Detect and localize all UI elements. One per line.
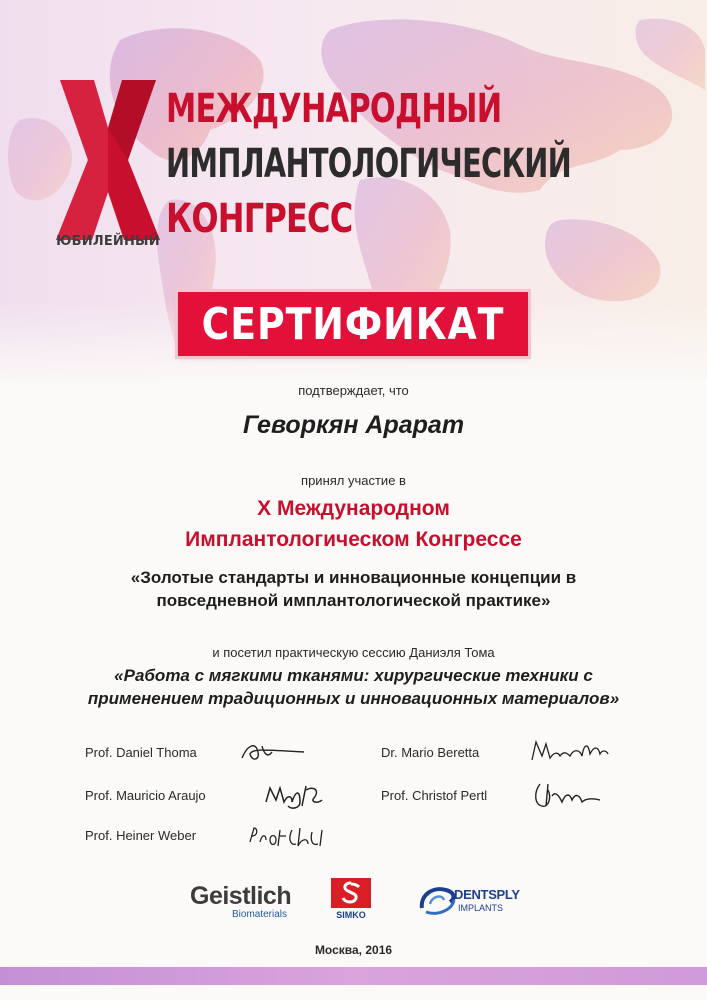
simko-logo: [331, 878, 371, 920]
signatory-name: Prof. Daniel Thoma: [85, 745, 197, 760]
session-intro: и посетил практическую сессию Даниэля Тома: [212, 645, 495, 660]
dentsply-wordmark: DENTSPLY: [454, 887, 520, 902]
jubilee-label: ЮБИЛЕЙНЫЙ: [56, 234, 160, 249]
bottom-decorative-band: [0, 967, 707, 985]
congress-title-line-3: КОНГРЕСС: [166, 196, 353, 242]
geistlich-logo: [190, 882, 292, 920]
session-title-line-1: «Работа с мягкими тканями: хирургические техники с: [114, 666, 593, 685]
signature-beretta: [528, 736, 610, 768]
certificate-label: СЕРТИФИКАТ: [201, 298, 505, 350]
signatory-name: Prof. Mauricio Araujo: [85, 788, 206, 803]
signature-pertl: [530, 778, 604, 812]
participated-text: принял участие в: [301, 473, 406, 488]
simko-emblem-icon: [331, 878, 371, 908]
confirms-text: подтверждает, что: [298, 383, 409, 398]
congress-title-line-2: ИМПЛАНТОЛОГИЧЕСКИЙ: [166, 141, 572, 187]
congress-name-line-2: Имплантологическом Конгрессе: [185, 528, 522, 551]
congress-name-line-1: X Международном: [257, 497, 450, 520]
dentsply-subtitle: IMPLANTS: [458, 903, 504, 913]
city-year: Москва, 2016: [314, 943, 393, 957]
simko-wordmark: SIMKO: [336, 910, 366, 920]
theme-line-1: «Золотые стандарты и инновационные концепции в: [130, 568, 577, 587]
roman-numeral-x-emblem: [56, 80, 160, 240]
recipient-name: Геворкян Арарат: [242, 411, 465, 439]
certificate-banner: [178, 292, 528, 356]
session-title-line-2: применением традиционных и инновационных материалов»: [87, 689, 620, 708]
geistlich-wordmark: Geistlich: [190, 882, 292, 910]
signature-thoma: [238, 738, 308, 768]
dentsply-swirl-icon: [418, 884, 458, 918]
signature-araujo: [262, 780, 324, 812]
theme-line-2: повседневной имплантологической практике»: [156, 591, 551, 610]
signature-weber: [246, 824, 328, 850]
congress-title-line-1: МЕЖДУНАРОДНЫЙ: [166, 86, 502, 132]
signatory-name: Prof. Heiner Weber: [85, 828, 197, 843]
signatory-name: Prof. Christof Pertl: [381, 788, 488, 803]
dentsply-logo: [418, 884, 528, 920]
signatory-name: Dr. Mario Beretta: [381, 745, 480, 760]
geistlich-subtitle: Biomaterials: [232, 909, 288, 920]
